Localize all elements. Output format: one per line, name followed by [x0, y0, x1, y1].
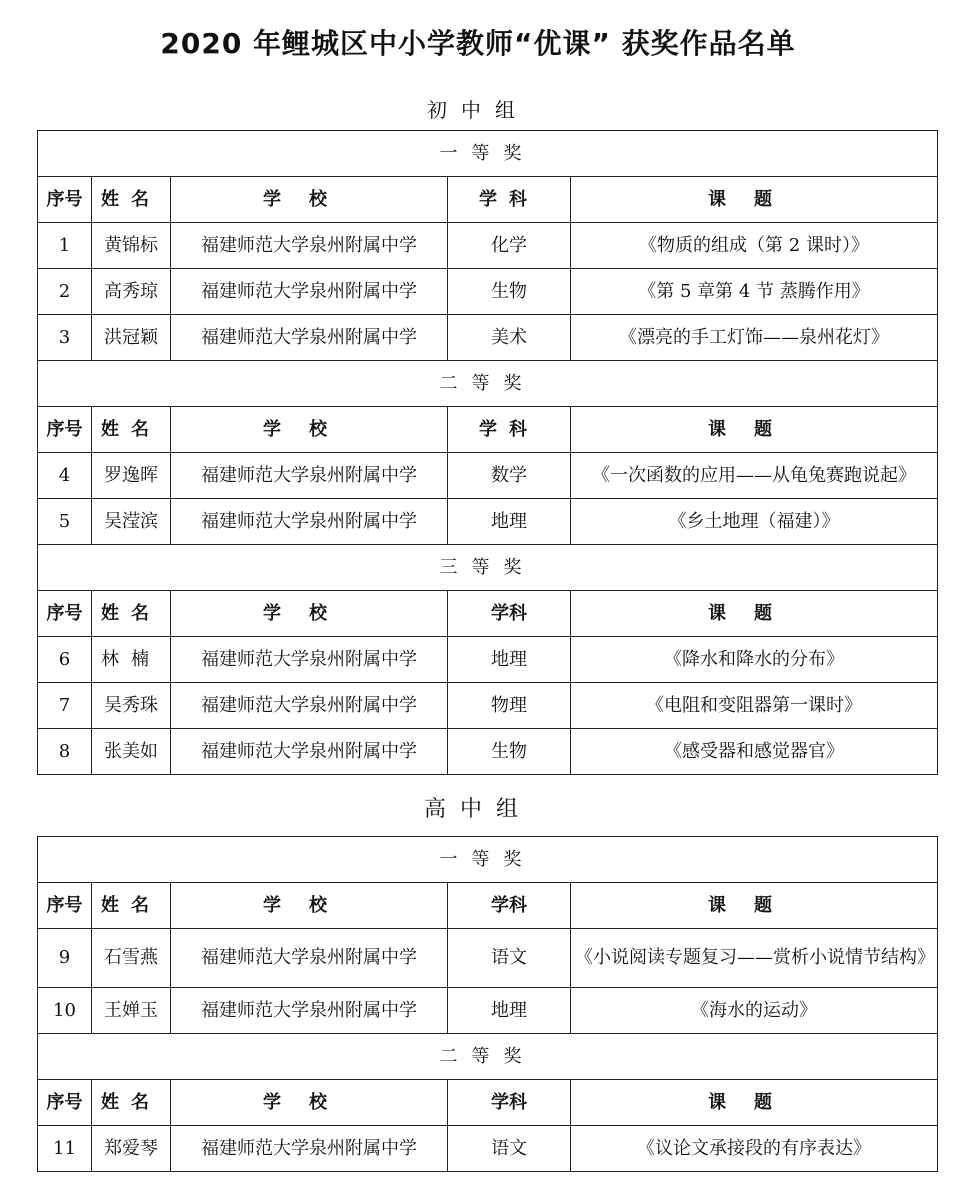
cell-school: 福建师范大学泉州附属中学 — [171, 988, 448, 1034]
cell-no: 4 — [38, 453, 92, 499]
cell-subject: 生物 — [448, 269, 571, 315]
col-header-name: 姓名 — [92, 177, 171, 223]
cell-name: 郑爱琴 — [92, 1126, 171, 1172]
cell-school: 福建师范大学泉州附属中学 — [171, 223, 448, 269]
cell-topic: 《议论文承接段的有序表达》 — [571, 1126, 938, 1172]
cell-name: 黄锦标 — [92, 223, 171, 269]
col-header-name: 姓名 — [92, 591, 171, 637]
col-header-school: 学校 — [171, 591, 448, 637]
header-row — [38, 407, 938, 453]
col-header-school: 学校 — [171, 407, 448, 453]
col-header-no: 序号 — [38, 883, 92, 929]
cell-no: 9 — [38, 929, 92, 988]
col-header-topic: 课题 — [571, 177, 938, 223]
cell-no: 5 — [38, 499, 92, 545]
table-row — [38, 269, 938, 315]
col-header-topic: 课题 — [571, 1080, 938, 1126]
col-header-school: 学校 — [171, 1080, 448, 1126]
cell-subject: 地理 — [448, 637, 571, 683]
cell-topic: 《海水的运动》 — [571, 988, 938, 1034]
cell-no: 11 — [38, 1126, 92, 1172]
cell-name: 吴秀珠 — [92, 683, 171, 729]
cell-topic: 《一次函数的应用——从龟兔赛跑说起》 — [571, 453, 938, 499]
cell-topic: 《电阻和变阻器第一课时》 — [571, 683, 938, 729]
cell-school: 福建师范大学泉州附属中学 — [171, 683, 448, 729]
cell-school: 福建师范大学泉州附属中学 — [171, 729, 448, 775]
cell-subject: 美术 — [448, 315, 571, 361]
cell-school: 福建师范大学泉州附属中学 — [171, 315, 448, 361]
cell-name: 石雪燕 — [92, 929, 171, 988]
cell-school: 福建师范大学泉州附属中学 — [171, 637, 448, 683]
cell-subject: 地理 — [448, 988, 571, 1034]
cell-topic: 《第 5 章第 4 节 蒸腾作用》 — [571, 269, 938, 315]
col-header-subject: 学科 — [448, 407, 571, 453]
cell-topic: 《降水和降水的分布》 — [571, 637, 938, 683]
cell-subject: 地理 — [448, 499, 571, 545]
cell-name: 王婵玉 — [92, 988, 171, 1034]
cell-name: 罗逸晖 — [92, 453, 171, 499]
col-header-name: 姓名 — [92, 1080, 171, 1126]
cell-subject: 化学 — [448, 223, 571, 269]
table-row — [38, 223, 938, 269]
cell-subject: 生物 — [448, 729, 571, 775]
cell-no: 8 — [38, 729, 92, 775]
cell-school: 福建师范大学泉州附属中学 — [171, 1126, 448, 1172]
cell-name: 张美如 — [92, 729, 171, 775]
cell-no: 7 — [38, 683, 92, 729]
col-header-subject: 学科 — [448, 591, 571, 637]
cell-no: 10 — [38, 988, 92, 1034]
cell-topic: 《漂亮的手工灯饰——泉州花灯》 — [571, 315, 938, 361]
cell-subject: 数学 — [448, 453, 571, 499]
cell-name: 高秀琼 — [92, 269, 171, 315]
header-row — [38, 1080, 938, 1126]
tier-row — [38, 361, 938, 407]
table-row — [38, 499, 938, 545]
table-row — [38, 988, 938, 1034]
table-row — [38, 929, 938, 988]
cell-name: 林楠 — [92, 637, 171, 683]
tier-row — [38, 1034, 938, 1080]
col-header-no: 序号 — [38, 591, 92, 637]
tier-label: 二等奖 — [38, 1034, 938, 1080]
col-header-no: 序号 — [38, 407, 92, 453]
cell-no: 3 — [38, 315, 92, 361]
cell-no: 6 — [38, 637, 92, 683]
col-header-subject: 学科 — [448, 883, 571, 929]
page-title: 2020 年鲤城区中小学教师“优课” 获奖作品名单 — [160, 27, 796, 60]
tier-row — [38, 131, 938, 177]
col-header-topic: 课题 — [571, 883, 938, 929]
senior-award-table — [37, 836, 938, 1172]
group-title-senior: 高中组 — [423, 797, 532, 822]
table-row — [38, 315, 938, 361]
cell-topic: 《感受器和感觉器官》 — [571, 729, 938, 775]
cell-school: 福建师范大学泉州附属中学 — [171, 499, 448, 545]
cell-subject: 语文 — [448, 929, 571, 988]
cell-subject: 语文 — [448, 1126, 571, 1172]
cell-school: 福建师范大学泉州附属中学 — [171, 269, 448, 315]
cell-school: 福建师范大学泉州附属中学 — [171, 453, 448, 499]
cell-no: 2 — [38, 269, 92, 315]
tier-label: 二等奖 — [38, 361, 938, 407]
col-header-topic: 课题 — [571, 591, 938, 637]
table-row — [38, 1126, 938, 1172]
tier-row — [38, 837, 938, 883]
cell-subject: 物理 — [448, 683, 571, 729]
col-header-school: 学校 — [171, 883, 448, 929]
cell-topic: 《物质的组成（第 2 课时）》 — [571, 223, 938, 269]
tier-label: 一等奖 — [38, 131, 938, 177]
tier-row — [38, 545, 938, 591]
col-header-subject: 学科 — [448, 177, 571, 223]
cell-topic: 《小说阅读专题复习——赏析小说情节结构》 — [571, 929, 938, 988]
col-header-no: 序号 — [38, 177, 92, 223]
col-header-subject: 学科 — [448, 1080, 571, 1126]
cell-school: 福建师范大学泉州附属中学 — [171, 929, 448, 988]
table-row — [38, 683, 938, 729]
col-header-school: 学校 — [171, 177, 448, 223]
group-title-junior: 初中组 — [427, 98, 529, 122]
cell-name: 洪冠颖 — [92, 315, 171, 361]
col-header-topic: 课题 — [571, 407, 938, 453]
header-row — [38, 177, 938, 223]
junior-award-table — [37, 130, 938, 775]
table-row — [38, 453, 938, 499]
col-header-no: 序号 — [38, 1080, 92, 1126]
col-header-name: 姓名 — [92, 407, 171, 453]
table-row — [38, 637, 938, 683]
cell-no: 1 — [38, 223, 92, 269]
header-row — [38, 883, 938, 929]
cell-topic: 《乡土地理（福建）》 — [571, 499, 938, 545]
tier-label: 一等奖 — [38, 837, 938, 883]
tier-label: 三等奖 — [38, 545, 938, 591]
cell-name: 吴滢滨 — [92, 499, 171, 545]
header-row — [38, 591, 938, 637]
col-header-name: 姓名 — [92, 883, 171, 929]
table-row — [38, 729, 938, 775]
